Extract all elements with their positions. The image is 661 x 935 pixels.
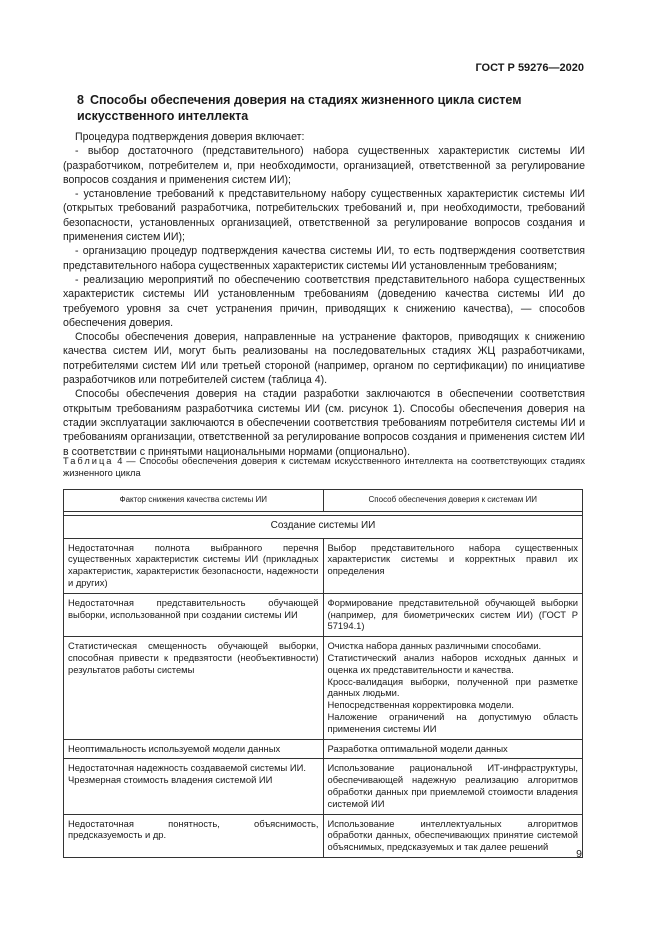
table-row xyxy=(64,739,583,759)
table-header-row xyxy=(64,490,583,512)
method-text: Кросс-валидация выборки, полученной при разметке данных людьми. xyxy=(327,675,578,699)
list-item: - выбор достаточного (представительного) набора существенных характеристик системы ИИ (разработчиком, потребителем и, при необходимости, организацией, ответственной за регулирование вопросов создания и применения систем ИИ); xyxy=(63,145,585,186)
table-body xyxy=(64,511,583,857)
table-row xyxy=(64,759,583,814)
method-cell xyxy=(323,759,583,814)
list-item: - установление требований к представительному набору существенных характеристик системы ИИ (открытых требований разработчика, потребительских требований и, при необходимости, требований безопасности, установленных организацией, ответственной за регулирование вопросов создания и применения систем ИИ); xyxy=(63,188,585,244)
factor-text: Статистическая смещенность обучающей выборки, способная привести к предвзятости (необъективности) результатов работы системы xyxy=(68,640,319,675)
list-item: - организацию процедур подтверждения качества системы ИИ, то есть подтверждения соответствия представительного набора существенных характеристик системы ИИ установленным требованиям; xyxy=(63,245,585,272)
table-row xyxy=(64,814,583,857)
method-text: Очистка набора данных различными способами. xyxy=(327,640,542,652)
table-caption xyxy=(63,455,585,479)
column-header-method: Способ обеспечения доверия к системам ИИ xyxy=(323,490,583,512)
page-number: 9 xyxy=(576,848,582,860)
section-title: Способы обеспечения доверия на стадиях жизненного цикла систем искусственного интеллекта xyxy=(77,93,522,123)
table-caption-text: 4 — Способы обеспечения доверия к системам искусственного интеллекта на соответствующих стадиях жизненного цикла xyxy=(63,456,585,478)
method-text: Наложение ограничений на допустимую область применения системы ИИ xyxy=(327,710,578,734)
factor-text: Неоптимальность используемой модели данных xyxy=(68,742,281,754)
paragraph-intro: Процедура подтверждения доверия включает: xyxy=(75,131,305,143)
factor-cell xyxy=(64,814,324,857)
factor-cell xyxy=(64,739,324,759)
factor-cell xyxy=(64,538,324,593)
methods-table xyxy=(63,489,583,858)
factor-text: Чрезмерная стоимость владения системой ИИ xyxy=(68,774,273,786)
method-text: Использование рациональной ИТ-инфраструктуры, обеспечивающей надежную реализацию алгоритмов обработки данных при приемлемой стоимости владения системой ИИ xyxy=(327,762,578,809)
method-cell xyxy=(323,814,583,857)
table-caption-label: Таблица xyxy=(63,456,114,466)
method-cell xyxy=(323,637,583,739)
method-text: Статистический анализ наборов исходных данных и оценка их представительности и качества. xyxy=(327,651,578,675)
list-item: - реализацию мероприятий по обеспечению соответствия представительного набора существенных характеристик системы ИИ установленным требованиям (доведению качества системы ИИ до требуемого уровня за счет устранения причин, приводящих к снижению качества), — способов обеспечения доверия. xyxy=(63,273,585,329)
section-number: 8 xyxy=(77,93,84,107)
method-cell xyxy=(323,593,583,636)
factor-text: Недостаточная полнота выбранного перечня существенных характеристик системы ИИ (прикладных характеристик, характеристик безопасности, надежности и других) xyxy=(68,541,319,588)
table-section-row xyxy=(64,515,583,538)
table-section-title: Создание системы ИИ xyxy=(64,515,583,538)
factor-cell xyxy=(64,759,324,814)
section-heading xyxy=(77,92,587,124)
method-text: Выбор представительного набора существенных характеристик системы и корректных правил их определения xyxy=(327,541,578,577)
factor-cell xyxy=(64,637,324,739)
paragraph: Способы обеспечения доверия на стадии разработки заключаются в обеспечении соответствия открытым требованиям разработчика системы ИИ (см. рисунок 1). Способы обеспечения доверия на стадии эксплуатации заключаются в обеспечении соответствия требованиям потребителя системы ИИ и требованиям организации, ответственной за регулирование вопросов создания и применения систем ИИ в соответствии с принятыми национальными нормами (опционально). xyxy=(63,388,585,458)
column-header-factor: Фактор снижения качества системы ИИ xyxy=(64,490,324,512)
method-text: Использование интеллектуальных алгоритмов обработки данных, обеспечивающих принятие системой объяснимых, предсказуемых и так далее решений xyxy=(327,817,578,853)
factor-cell xyxy=(64,593,324,636)
method-text: Формирование представительной обучающей выборки (например, для биометрических систем ИИ) (ГОСТ Р 57194.1) xyxy=(327,596,578,632)
factor-text: Недостаточная надежность создаваемой системы ИИ. xyxy=(68,762,306,774)
paragraph: Способы обеспечения доверия, направленные на устранение факторов, приводящих к снижению качества систем ИИ, могут быть реализованы на последовательных стадиях ЖЦ разработчиками, потребителями систем ИИ или третьей стороной (например, органом по сертификации) по инициативе разработчиков или потребителей систем (таблица 4). xyxy=(63,331,585,387)
method-text: Разработка оптимальной модели данных xyxy=(327,742,508,754)
table-row xyxy=(64,593,583,636)
body-text xyxy=(63,130,585,459)
table-row xyxy=(64,637,583,739)
factor-text: Недостаточная понятность, объяснимость, предсказуемость и др. xyxy=(68,817,319,841)
method-cell xyxy=(323,538,583,593)
method-cell xyxy=(323,739,583,759)
factor-text: Недостаточная представительность обучающей выборки, использованной при создании системы ИИ xyxy=(68,596,319,620)
table-row xyxy=(64,538,583,593)
standard-designation: ГОСТ Р 59276—2020 xyxy=(475,62,584,74)
method-text: Непосредственная корректировка модели. xyxy=(327,699,514,711)
